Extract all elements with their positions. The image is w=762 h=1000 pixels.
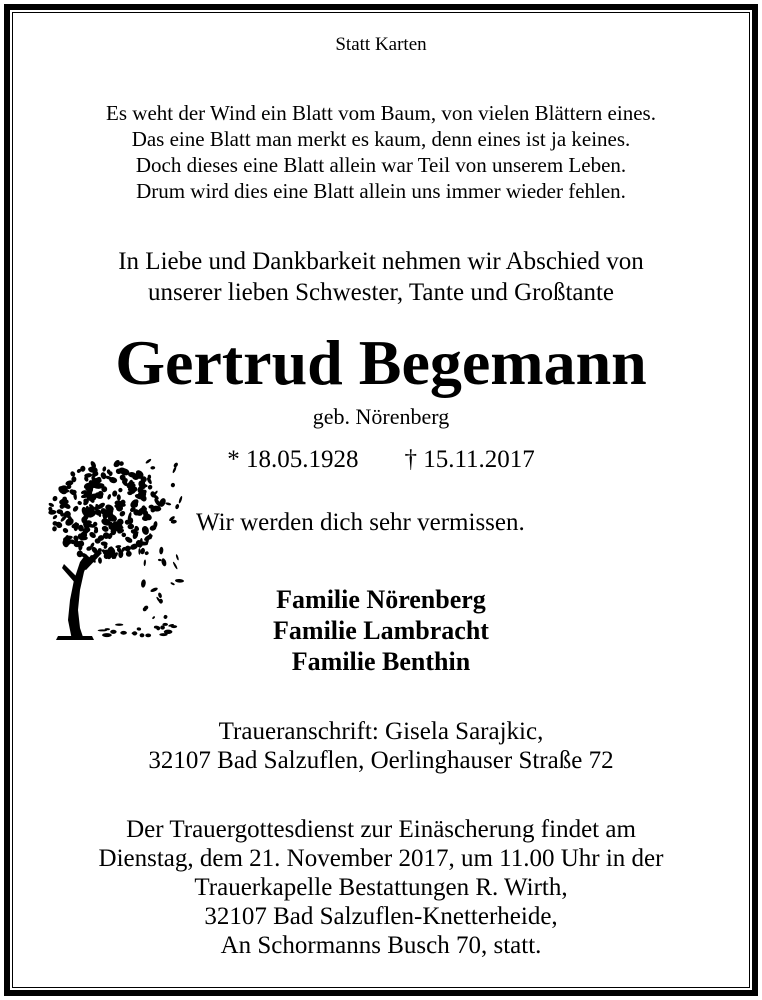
address-line: 32107 Bad Salzuflen, Oerlinghauser Straße 72	[148, 747, 614, 774]
death-date: † 15.11.2017	[404, 446, 535, 473]
family-name: Familie Lambracht	[273, 616, 489, 645]
family-name: Familie Benthin	[291, 647, 471, 676]
poem-line: Doch dieses eine Blatt allein war Teil von unserem Leben.	[135, 153, 627, 177]
address-line: Traueranschrift: Gisela Sarajkic,	[218, 718, 544, 745]
poem-line: Es weht der Wind ein Blatt vom Baum, von vielen Blättern eines.	[106, 101, 656, 125]
poem-line: Drum wird dies eine Blatt allein uns immer wieder fehlen.	[136, 179, 626, 203]
intro-line: unserer lieben Schwester, Tante und Großtante	[147, 279, 615, 306]
header-text: Statt Karten	[335, 34, 427, 55]
intro-line: In Liebe und Dankbarkeit nehmen wir Abschied von	[118, 248, 644, 275]
deceased-name: Gertrud Begemann	[115, 327, 647, 398]
birth-date: * 18.05.1928	[227, 446, 359, 473]
birth-name: geb. Nörenberg	[312, 404, 450, 429]
service-line: Der Trauergottesdienst zur Einäscherung findet am	[126, 816, 636, 843]
family-name: Familie Nörenberg	[276, 585, 486, 614]
service-line: An Schormanns Busch 70, statt.	[220, 932, 542, 959]
miss-text: Wir werden dich sehr vermissen.	[196, 509, 525, 536]
service-line: Trauerkapelle Bestattungen R. Wirth,	[194, 874, 568, 901]
service-line: Dienstag, dem 21. November 2017, um 11.00 Uhr in der	[98, 845, 664, 872]
poem-line: Das eine Blatt man merkt es kaum, denn eines ist ja keines.	[131, 127, 631, 151]
service-line: 32107 Bad Salzuflen-Knetterheide,	[204, 903, 558, 930]
